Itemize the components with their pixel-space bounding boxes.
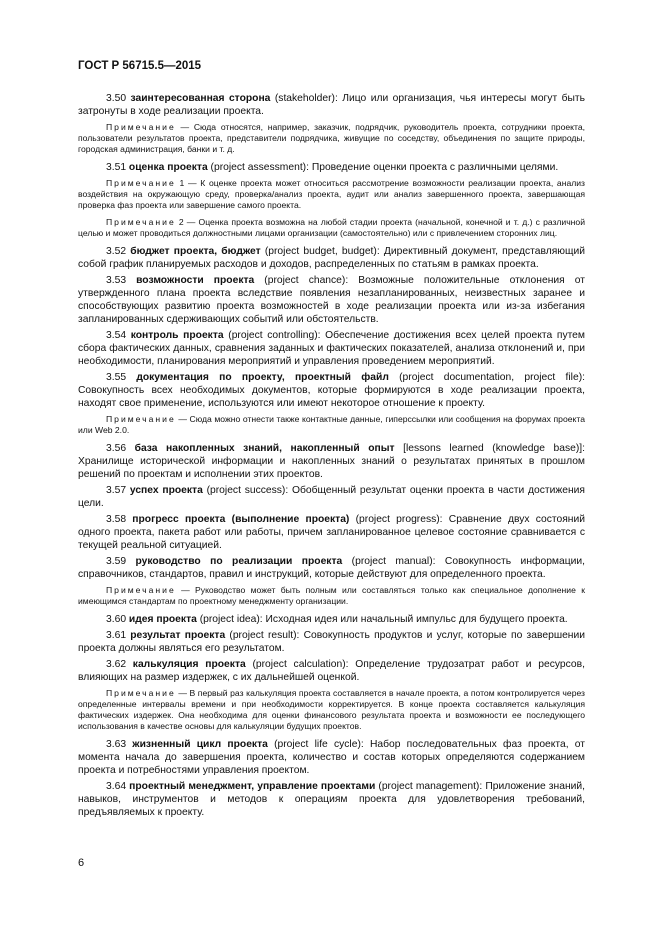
term-definition xyxy=(78,658,585,684)
term-name: возможности проекта xyxy=(136,275,255,286)
note-text: — Руководство может быть полным или составляться только как специальное дополнение к имеющимся стандартам по проектному менеджменту организации. xyxy=(78,585,585,606)
note-text: — Сюда относятся, например, заказчик, подрядчик, руководитель проекта, сотрудники проекта, пользователи результатов проекта, представители подрядчика, живущие по соседству, объединения по защите природы, городская администрация, банки и т. д. xyxy=(78,122,585,154)
note xyxy=(78,217,585,239)
term-definition xyxy=(78,161,585,174)
term-number: 3.62 xyxy=(106,659,127,670)
term-text: (project idea): Исходная идея или начальный импульс для будущего проекта. xyxy=(196,614,568,625)
term-name: проектный менеджмент, управление проектами xyxy=(129,781,376,792)
term-name: база накопленных знаний, накопленный опыт xyxy=(134,443,395,454)
term-name: контроль проекта xyxy=(130,330,224,341)
term-text: (project controlling): Обеспечение достижения всех целей проекта путем сбора фактических данных, сравнения заданных и фактических показателей, анализа отклонений и, при необходимости, планирования мероприятий и управления проведением мероприятий. xyxy=(78,330,585,367)
term-number: 3.53 xyxy=(106,275,127,286)
term-name: успех проекта xyxy=(129,485,203,496)
term-name: результат проекта xyxy=(130,630,226,641)
term-text: (project progress): Сравнение двух состояний одного проекта, пакета работ или работы, причем запланированное целевое состояние сравнивается с текущей реальной ситуацией. xyxy=(78,514,585,551)
term-definition xyxy=(78,442,585,481)
note-label: Примечание xyxy=(106,585,176,595)
term-name: калькуляция проекта xyxy=(132,659,246,670)
term-definition xyxy=(78,371,585,410)
term-number: 3.58 xyxy=(106,514,127,525)
term-number: 3.61 xyxy=(106,630,127,641)
term-text: (project budget, budget): Директивный документ, представляющий собой график планируемых расходов и доходов, распределенных по статьям в рамках проекта. xyxy=(78,246,585,270)
note-text: 1 — К оценке проекта может относиться рассмотрение возможности реализации проекта, анализ воздействия на окружающую среду, проверка/анализ проекта, аудит или анализ завершенного проекта, завершающая проверка фаз проекта или завершение самого проекта. xyxy=(78,178,585,210)
page-number: 6 xyxy=(78,857,85,869)
term-definition xyxy=(78,92,585,118)
term-definition xyxy=(78,629,585,655)
term-number: 3.51 xyxy=(106,162,127,173)
term-name: прогресс проекта (выполнение проекта) xyxy=(132,514,350,525)
term-text: (project life cycle): Набор последовательных фаз проекта, от момента начала до завершения проекта, количество и состав которых определяются содержанием проекта и потребностями управления проектом. xyxy=(78,739,585,776)
term-name: идея проекта xyxy=(128,614,197,625)
note-label: Примечание xyxy=(106,178,176,188)
term-definition xyxy=(78,613,585,626)
note xyxy=(78,178,585,211)
term-text: (project calculation): Определение трудозатрат работ и ресурсов, влияющих на размер издержек, с их дальнейшей оценкой. xyxy=(78,659,585,683)
term-number: 3.56 xyxy=(106,443,127,454)
term-number: 3.55 xyxy=(106,372,127,383)
term-number: 3.63 xyxy=(106,739,127,750)
note xyxy=(78,122,585,155)
note-text: — В первый раз калькуляция проекта составляется в начале проекта, а потом контролируется через определенные интервалы времени и при необходимости корректируется. В конце проекта составляется калькуляция фактических издержек. Она необходима для оценки финансового результата проекта и возможности ее последующего использования в качестве основы для калькуляции будущих проектов. xyxy=(78,688,585,731)
term-text: (project documentation, project file): Совокупность всех необходимых документов, которые формируются в ходе реализации проекта, находят свое применение, используются или имеют некоторое отношение к проекту. xyxy=(78,372,585,409)
term-number: 3.59 xyxy=(106,556,127,567)
term-name: бюджет проекта, бюджет xyxy=(130,246,261,257)
term-number: 3.54 xyxy=(106,330,127,341)
term-number: 3.52 xyxy=(106,246,127,257)
term-number: 3.57 xyxy=(106,485,127,496)
note-label: Примечание xyxy=(106,414,176,424)
page-header: ГОСТ Р 56715.5—2015 xyxy=(78,60,202,72)
term-number: 3.50 xyxy=(106,93,127,104)
note-label: Примечание xyxy=(106,217,176,227)
term-name: заинтересованная сторона xyxy=(130,93,271,104)
term-name: жизненный цикл проекта xyxy=(132,739,268,750)
term-definition xyxy=(78,513,585,552)
note-label: Примечание xyxy=(106,122,176,132)
term-text: (project result): Совокупность продуктов и услуг, которые по завершении проекта должны являться его результатом. xyxy=(78,630,585,654)
term-definition xyxy=(78,245,585,271)
term-text: (stakeholder): Лицо или организация, чья интересы могут быть затронуты в ходе реализации проекта. xyxy=(78,93,585,117)
note xyxy=(78,585,585,607)
term-text: (project success): Обобщенный результат оценки проекта в части достижения цели. xyxy=(78,485,585,509)
note-text: 2 — Оценка проекта возможна на любой стадии проекта (начальной, конечной и т. д.) с различной целью и может проводиться должностными лицами организации (самостоятельно) или с привлечением сторонних лиц. xyxy=(78,217,585,238)
term-definition xyxy=(78,780,585,819)
term-name: документация по проекту, проектный файл xyxy=(136,372,389,383)
term-definition xyxy=(78,555,585,581)
note-text: — Сюда можно отнести также контактные данные, гиперссылки или сообщения на форумах проекта или Web 2.0. xyxy=(78,414,585,435)
note xyxy=(78,414,585,436)
term-text: (project assessment): Проведение оценки проекта с различными целями. xyxy=(207,162,559,173)
term-definition xyxy=(78,329,585,368)
term-text: (project management): Приложение знаний, навыков, инструментов и методов к операциям проекта для удовлетворения требований, предъявляемых к проекту. xyxy=(78,781,585,818)
term-definition xyxy=(78,738,585,777)
term-number: 3.64 xyxy=(106,781,127,792)
document-body xyxy=(78,92,585,822)
term-definition xyxy=(78,484,585,510)
term-number: 3.60 xyxy=(106,614,127,625)
note xyxy=(78,688,585,732)
term-text: (project manual): Совокупность информации, справочников, стандартов, правил и инструкций, которые действуют для определенного проекта. xyxy=(78,556,585,580)
note-label: Примечание xyxy=(106,688,176,698)
term-text: [lessons learned (knowledge base)]: Хранилище исторической информации и накопленных знаний о результатах принятых в прошлом решений по проектам и исполнении этих проектов. xyxy=(78,443,585,480)
term-definition xyxy=(78,274,585,326)
term-name: руководство по реализации проекта xyxy=(135,556,343,567)
term-text: (project chance): Возможные положительные отклонения от утвержденного плана проекта вследствие появления незапланированных, неизвестных заранее и способствующих развитию проекта возможностей в ходе реализации проекта или из-за избегания запланированных сдерживающих событий или обстоятельств. xyxy=(78,275,585,325)
term-name: оценка проекта xyxy=(128,162,208,173)
